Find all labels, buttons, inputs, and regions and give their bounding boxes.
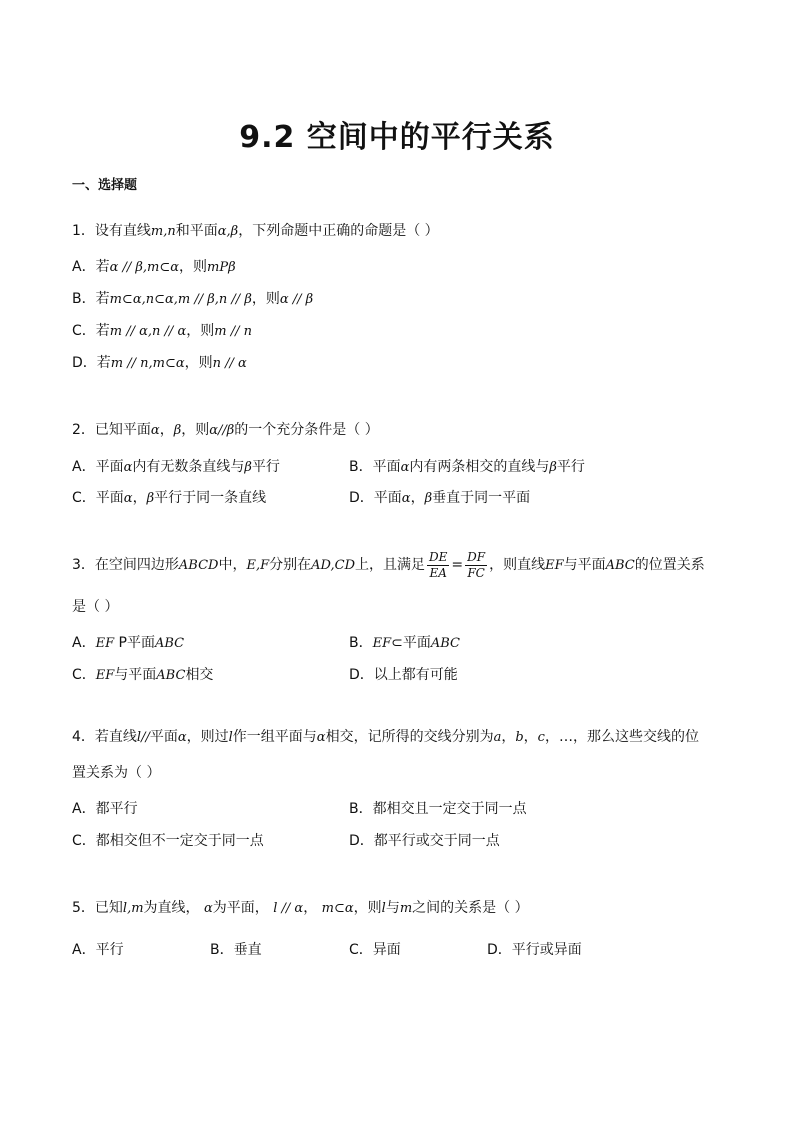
- option-math: m // n,m⊂α: [110, 356, 185, 371]
- option-text: 平行: [251, 459, 280, 475]
- q4-stem-text: 相交，记所得的交线分别为: [325, 729, 494, 745]
- option-math: α: [123, 460, 133, 475]
- option-text: 平行于同一条直线: [154, 490, 267, 506]
- option-text: D．若: [72, 355, 111, 371]
- option-text: B．: [349, 635, 373, 651]
- option-text: 相交: [185, 667, 214, 683]
- question-3-option-c: [72, 666, 213, 685]
- question-4-option-b: B．都相交且一定交于同一点: [349, 801, 527, 817]
- option-text: ，: [410, 490, 425, 506]
- q4-stem-text: 平面: [149, 729, 178, 745]
- question-3-option-b: [349, 634, 460, 653]
- option-math: α: [123, 491, 133, 506]
- question-2-option-d: [349, 489, 530, 508]
- q3-stem-text: 的位置关系: [634, 557, 705, 573]
- q3-stem-text: 中，: [218, 557, 247, 573]
- option-text: C．平面: [72, 490, 124, 506]
- q4-stem-math: α: [316, 730, 326, 745]
- fraction-numerator: DF: [467, 549, 486, 564]
- option-text: A．平面: [72, 459, 124, 475]
- q2-stem-math: α//β: [209, 423, 235, 438]
- q4-stem-text: ，则过: [186, 729, 229, 745]
- option-math: α // β: [279, 292, 314, 307]
- option-math: ABC: [430, 636, 460, 651]
- option-math: EF: [95, 636, 115, 651]
- q4-stem-text: ，: [501, 729, 516, 745]
- option-text: 与平面: [114, 667, 157, 683]
- question-5-option-b: B．垂直: [210, 942, 262, 958]
- q4-stem-text: 4．若直线: [72, 729, 137, 745]
- option-text: A．若: [72, 259, 110, 275]
- q5-stem-text: 之间的关系是（ ）: [412, 900, 529, 916]
- q3-stem-text: 分别在: [269, 557, 312, 573]
- option-text: 内有无数条直线与: [132, 459, 245, 475]
- q3-stem-text: 与平面: [563, 557, 606, 573]
- option-text: 垂直于同一平面: [432, 490, 531, 506]
- page-title: 9.2 空间中的平行关系: [239, 120, 555, 155]
- option-text: 平行: [556, 459, 585, 475]
- option-math: β: [549, 460, 557, 475]
- option-math: m⊂α,n⊂α,m // β,n // β: [109, 292, 252, 307]
- q5-stem-text: 与: [385, 900, 400, 916]
- option-math: mPβ: [207, 260, 236, 275]
- question-1-stem: [72, 222, 439, 241]
- option-text: C．: [72, 667, 96, 683]
- q3-stem-math: E,F: [246, 558, 270, 573]
- q4-stem-math: l//: [136, 730, 150, 745]
- q2-stem-text: 2．已知平面: [72, 422, 151, 438]
- q3-stem-text: 上，且满足: [355, 557, 425, 573]
- option-text: C．若: [72, 323, 110, 339]
- q1-stem-math: m,n: [150, 224, 176, 239]
- question-1-option-c: [72, 322, 252, 341]
- option-math: ABC: [156, 668, 186, 683]
- section-heading: 一、选择题: [72, 178, 138, 193]
- option-math: n // α: [212, 356, 247, 371]
- q4-stem-math: b: [515, 730, 524, 745]
- question-5-stem: [72, 899, 529, 918]
- q4-stem-math: α: [177, 730, 187, 745]
- q5-stem-math: α: [204, 901, 213, 916]
- option-text: D．以上都有可能: [349, 667, 458, 683]
- q4-stem-text: ，: [523, 729, 538, 745]
- q3-stem-text: 3．在空间四边形: [72, 557, 179, 573]
- option-math: ABC: [155, 636, 185, 651]
- option-text: ⊂平面: [391, 635, 431, 651]
- option-text: B．若: [72, 291, 110, 307]
- fraction-df-fc: [465, 550, 487, 581]
- q5-stem-text: 为平面，: [212, 900, 274, 916]
- option-text: ，则: [251, 291, 280, 307]
- q5-stem-math: l: [381, 901, 386, 916]
- q3-stem-math: ABCD: [178, 558, 219, 573]
- option-math: α // β,m⊂α: [109, 260, 180, 275]
- question-5-option-d: D．平行或异面: [487, 942, 582, 958]
- option-math: α: [401, 491, 411, 506]
- q2-stem-text: 的一个充分条件是（ ）: [234, 422, 379, 438]
- q3-stem-math: AD,CD: [311, 558, 355, 573]
- question-4-option-d: D．都平行或交于同一点: [349, 833, 500, 849]
- q1-stem-text: 和平面: [175, 223, 218, 239]
- option-text: ，则: [186, 323, 215, 339]
- option-math: m // α,n // α: [109, 324, 187, 339]
- q5-stem-text: 5．已知: [72, 900, 123, 916]
- q3-stem-math: EF: [545, 558, 564, 573]
- q5-stem-math: l,m: [122, 901, 144, 916]
- question-4-stem: [72, 728, 699, 747]
- question-4-stem-line2: 置关系为（ ）: [72, 765, 161, 781]
- q3-stem-math: ABC: [605, 558, 635, 573]
- q4-stem-math: a: [493, 730, 502, 745]
- question-1-option-d: [72, 354, 247, 373]
- question-5-option-a: A．平行: [72, 942, 124, 958]
- question-2-option-b: [349, 458, 585, 477]
- q1-stem-math: α,β: [217, 224, 239, 239]
- q4-stem-text: 作一组平面与: [232, 729, 317, 745]
- option-text: A．: [72, 635, 96, 651]
- option-text: B．平面: [349, 459, 401, 475]
- question-1-option-a: [72, 258, 236, 277]
- q4-stem-math: l: [228, 730, 233, 745]
- q5-stem-text: ，: [303, 900, 322, 916]
- question-2-option-c: [72, 489, 266, 508]
- q4-stem-text: ，…，那么这些交线的位: [544, 729, 699, 745]
- q5-stem-math: m⊂α: [321, 901, 354, 916]
- option-text: ，: [132, 490, 147, 506]
- q2-stem-text: ，: [159, 422, 174, 438]
- option-text: P平面: [114, 635, 155, 651]
- question-4-option-c: C．都相交但不一定交于同一点: [72, 833, 264, 849]
- q1-stem-text: 1．设有直线: [72, 223, 151, 239]
- option-math: α: [400, 460, 410, 475]
- q2-stem-math: α: [150, 423, 160, 438]
- fraction-denominator: FC: [467, 565, 485, 580]
- option-text: 内有两条相交的直线与: [409, 459, 550, 475]
- equals-sign: =: [451, 557, 464, 573]
- question-5-option-c: C．异面: [349, 942, 401, 958]
- option-math: β: [424, 491, 433, 506]
- question-3-option-a: [72, 634, 184, 653]
- option-text: D．平面: [349, 490, 402, 506]
- q5-stem-text: ，则: [353, 900, 382, 916]
- question-2-stem: [72, 421, 379, 440]
- question-3-stem: [72, 546, 705, 585]
- q4-stem-math: c: [537, 730, 545, 745]
- q2-stem-math: β: [173, 423, 182, 438]
- q5-stem-math: m: [399, 901, 413, 916]
- option-math: m // n: [214, 324, 252, 339]
- question-3-option-d: [349, 666, 458, 684]
- option-text: ，则: [184, 355, 213, 371]
- q5-stem-text: 为直线，: [143, 900, 204, 916]
- option-math: β: [146, 491, 155, 506]
- option-math: EF: [95, 668, 115, 683]
- q3-stem-text: ，则直线: [489, 557, 546, 573]
- option-math: β: [244, 460, 252, 475]
- q1-stem-text: ，下列命题中正确的命题是（ ）: [238, 223, 439, 239]
- question-1-option-b: [72, 290, 313, 309]
- question-4-option-a: A．都平行: [72, 801, 138, 817]
- fraction-denominator: EA: [429, 565, 447, 580]
- fraction-de-ea: [427, 550, 449, 581]
- option-text: ，则: [179, 259, 208, 275]
- q2-stem-text: ，则: [181, 422, 210, 438]
- q5-stem-math: l // α: [273, 901, 304, 916]
- question-2-option-a: [72, 458, 280, 477]
- option-math: EF: [372, 636, 392, 651]
- question-3-stem-line2: 是（ ）: [72, 599, 119, 615]
- fraction-numerator: DE: [429, 549, 448, 564]
